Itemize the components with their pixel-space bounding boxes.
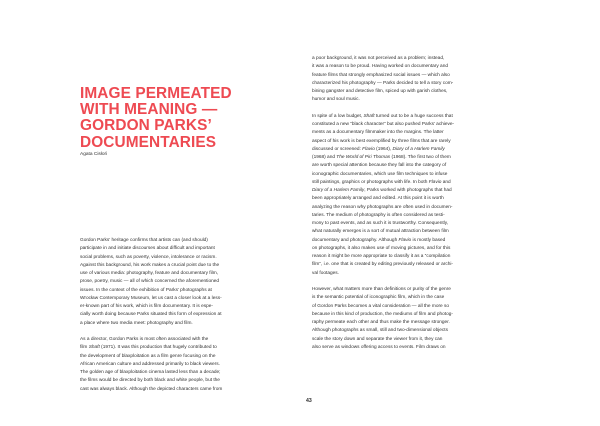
text-line: cast was always black. Although the depicted characters came from	[80, 386, 223, 392]
text-line: still paintings, graphics or photographs with life. In both Flavio and	[312, 179, 451, 185]
text-line: use of various media: photography, feature and documentary film,	[80, 271, 219, 276]
text-line: film Shaft (1971). It was this production that hugely contributed to	[80, 345, 217, 351]
text-line: aspect of his work is best exemplified by three films that are rarely	[312, 138, 451, 144]
paragraph	[312, 113, 508, 278]
text-line: In spite of a low budget, Shaft turned out to be a huge success that	[312, 113, 453, 119]
text-line: is the semantic potential of iconographic film, which in the case	[312, 295, 445, 301]
text-line: prose, poetry, music — all of which concerned the aforementioned	[80, 279, 220, 285]
title-line: DOCUMENTARIES	[80, 133, 217, 151]
text-line: scale the story down and separate the viewer from it, they can	[312, 336, 443, 342]
text-line: The golden age of blaxploitation cinema lasted less than a decade;	[80, 370, 221, 375]
paragraph	[312, 286, 508, 352]
text-line: iconographic documentaries, which use film techniques to infuse	[312, 171, 448, 177]
text-line: Diary of a Harlem Family, Parks worked with photographs that had	[312, 188, 452, 193]
text-line: feature films that strongly emphasized social issues — which also	[312, 72, 450, 78]
text-line: Gordon Parks’ heritage confirms that artists can (and should)	[80, 238, 208, 243]
text-line: reason it might be more appropriate to classify it as a “compilation	[312, 254, 451, 259]
title-line: IMAGE PERMEATED	[80, 85, 232, 102]
text-line: humor and soul music.	[312, 97, 360, 103]
chapter-title	[80, 86, 280, 151]
paragraph	[80, 237, 272, 328]
text-line: the films would be directed by both black and white people, but the	[80, 378, 220, 384]
text-line: of Gordon Parks becomes a vital consideration — all the more so	[312, 303, 450, 309]
text-line: However, what matters more than definitions or purity of the genre	[312, 287, 451, 292]
text-line: cially worth doing because Parks situated this form of expression at	[80, 312, 222, 318]
text-line: characterized his photography — Parks decided to tell a story com-	[312, 80, 454, 86]
text-line: also serve as windows offering access to events. Film draws on	[312, 344, 446, 350]
text-line: constituted a new “black character” but also pushed Parks’ achieve-	[312, 122, 455, 127]
text-line: because in this kind of production, the mediums of film and photog-	[312, 311, 453, 317]
text-line: the development of blaxploitation as a film genre focusing on the	[80, 353, 216, 359]
title-line: GORDON PARKS’	[80, 117, 212, 135]
text-line: a poor background, it was not perceived as a problem; instead,	[312, 56, 445, 61]
paragraph	[312, 55, 508, 105]
text-line: discussed or screened: Flavio (1964), Diary of a Harlem Family	[312, 146, 445, 152]
text-line: social problems, such as poverty, violence, intolerance or racism.	[80, 254, 217, 260]
text-line: issues. In the context of the exhibition of Parks’ photographs at	[80, 287, 212, 293]
text-line: film”, i.e. one that is created by editing previously released or archi-	[312, 262, 453, 268]
text-line: val footages.	[312, 270, 339, 276]
title-line: WITH MEANING —	[80, 101, 218, 119]
text-line: Against this background, his work makes a crucial point due to the	[80, 262, 220, 268]
paragraph	[80, 336, 272, 394]
text-line: ments as a documentary filmmaker into the margins. The latter	[312, 130, 444, 136]
text-line: Wrocław Contemporary Museum, let us cast a closer look at a less-	[80, 295, 222, 301]
text-line: analyzing the reason why photographs are often used in documen-	[312, 204, 453, 210]
text-line: participate in and initiate discourses about difficult and important	[80, 246, 215, 252]
text-line: documentary and photography. Although Flavio is mostly based	[312, 237, 446, 243]
text-line: African American culture and addressed primarily to black viewers.	[80, 361, 220, 367]
text-line: raphy permeate each other and thus make the message stronger.	[312, 320, 450, 325]
text-line: been appropriately arranged and edited. At this point it is worth	[312, 196, 444, 202]
text-line: taries. The medium of photography is often considered as testi-	[312, 212, 445, 218]
text-line: (1968) and The World of Piri Thomas (1968). The first two of them	[312, 155, 451, 160]
text-line: As a director, Gordon Parks is most often associated with the	[80, 337, 209, 342]
text-line: Although photographs as small, still and two-dimensional objects	[312, 328, 448, 334]
left-text-column	[80, 237, 272, 394]
page-number: 43	[306, 398, 312, 404]
text-line: on photographs, it also makes use of moving pictures, and for this	[312, 245, 451, 251]
right-text-column	[312, 55, 508, 352]
text-line: a place where two media meet: photography and film.	[80, 320, 193, 326]
text-line: mony to past events, and as such it is trustworthy. Consequently,	[312, 221, 449, 226]
text-line: er-known part of his work, which is film documentary. It is espe-	[80, 304, 213, 309]
author-name: Agata Cisłoń	[80, 152, 108, 157]
text-line: what naturally emerges is a sort of mutual attraction between film	[312, 229, 449, 235]
text-line: it was a reason to be proud. Having worked on documentary and	[312, 64, 448, 70]
text-line: bining gangster and detective film, spiced up with garish clothes,	[312, 89, 448, 94]
text-line: are worth special attention because they fall into the category of	[312, 163, 447, 169]
